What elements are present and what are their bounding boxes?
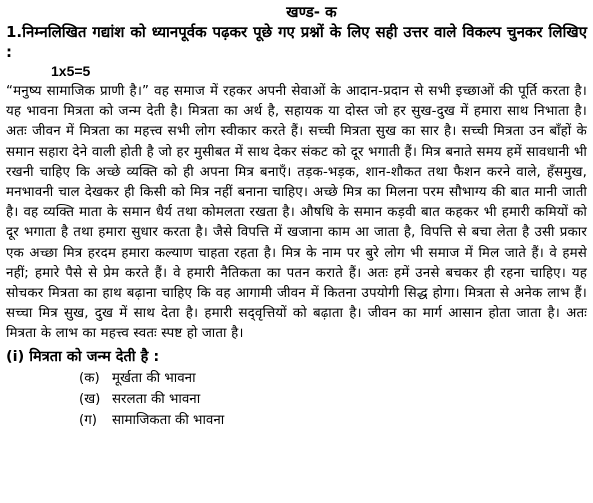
option-text: सरलता की भावना bbox=[112, 391, 201, 407]
passage-text: “मनुष्य सामाजिक प्राणी है।” वह समाज में रहकर अपनी सेवाओं के आदान-प्रदान से सभी इच्छाओं की पूर्ति करता है। यह भावना मित्रता को जन्म देती है। मित्रता का अर्थ है, सहायक या दोस्त जो हर सुख-दुख में हमारा साथ निभाता है। अतः जीवन में मित्रता का महत्त्व सभी लोग स्वीकार करते हैं। सच्ची मित्रता सुख का सार है। सच्ची मित्रता उन बाँहों के समान सहारा देने वाली होती है जो हर मुसीबत में साथ देकर संकट को दूर भगाती हैं। मित्र बनाते समय हमें सावधानी भी रखनी चाहिए कि अच्छे व्यक्ति को ही अपना मित्र बनाएँ। तड़क-भड़क, शान-शौकत तथा फैशन करने वाले, हँसमुख, मनभावनी चाल देखकर ही किसी को मित्र नहीं बनाना चाहिए। अच्छे मित्र का मिलना परम सौभाग्य की बात मानी जाती है। वह व्यक्ति माता के समान धैर्य तथा कोमलता रखता है। औषधि के समान कड़वी बात कहकर भी हमारी कमियों को दूर भगाता है तथा हमारा सुधार करता है। जैसे विपत्ति में खजाना काम आ जाता है, विपत्ति से बचा लेता है उसी प्रकार एक अच्छा मित्र हरदम हमारा कल्याण चाहता रहता है। मित्र के नाम पर बुरे लोग भी समाज में मिल जाते हैं। वे हमसे नहीं; हमारे पैसे से प्रेम करते हैं। वे हमारी नैतिकता का पतन कराते हैं। अतः हमें उनसे बचकर ही रहना चाहिए। यह सोचकर मित्रता का हाथ बढ़ाना चाहिए कि वह आगामी जीवन में कितना उपयोगी सिद्ध होगा। मित्रता से अनेक लाभ हैं। सच्चा मित्र सुख, दुख में साथ देता है। हमारी सद्‌वृत्तियों को बढ़ाता है। जीवन का मार्ग आसान होता जाता है। अतः मित्रता के लाभ का महत्त्व स्वतः स्पष्ट हो जाता है। bbox=[6, 84, 587, 342]
option-text: सामाजिकता की भावना bbox=[112, 412, 225, 428]
question-instruction: 1.निम्नलिखित गद्यांश को ध्यानपूर्वक पढ़कर पूछे गए प्रश्नों के लिए सही उत्तर वाले विकल्प चुनकर लिखिए : bbox=[6, 23, 587, 61]
sub-question-1: (i) मित्रता को जन्म देती है : bbox=[6, 348, 160, 365]
option-marker: (ख) bbox=[79, 391, 101, 407]
section-heading: खण्ड- क bbox=[286, 3, 337, 21]
option-text: मूर्खता की भावना bbox=[112, 370, 196, 386]
option-marker: (क) bbox=[79, 370, 100, 386]
answer-options bbox=[6, 368, 587, 431]
option-kha[interactable] bbox=[79, 389, 587, 410]
option-ga[interactable] bbox=[79, 410, 587, 431]
option-ka[interactable] bbox=[79, 368, 587, 389]
option-marker: (ग) bbox=[79, 412, 97, 428]
marks-label: 1x5=5 bbox=[51, 63, 91, 79]
